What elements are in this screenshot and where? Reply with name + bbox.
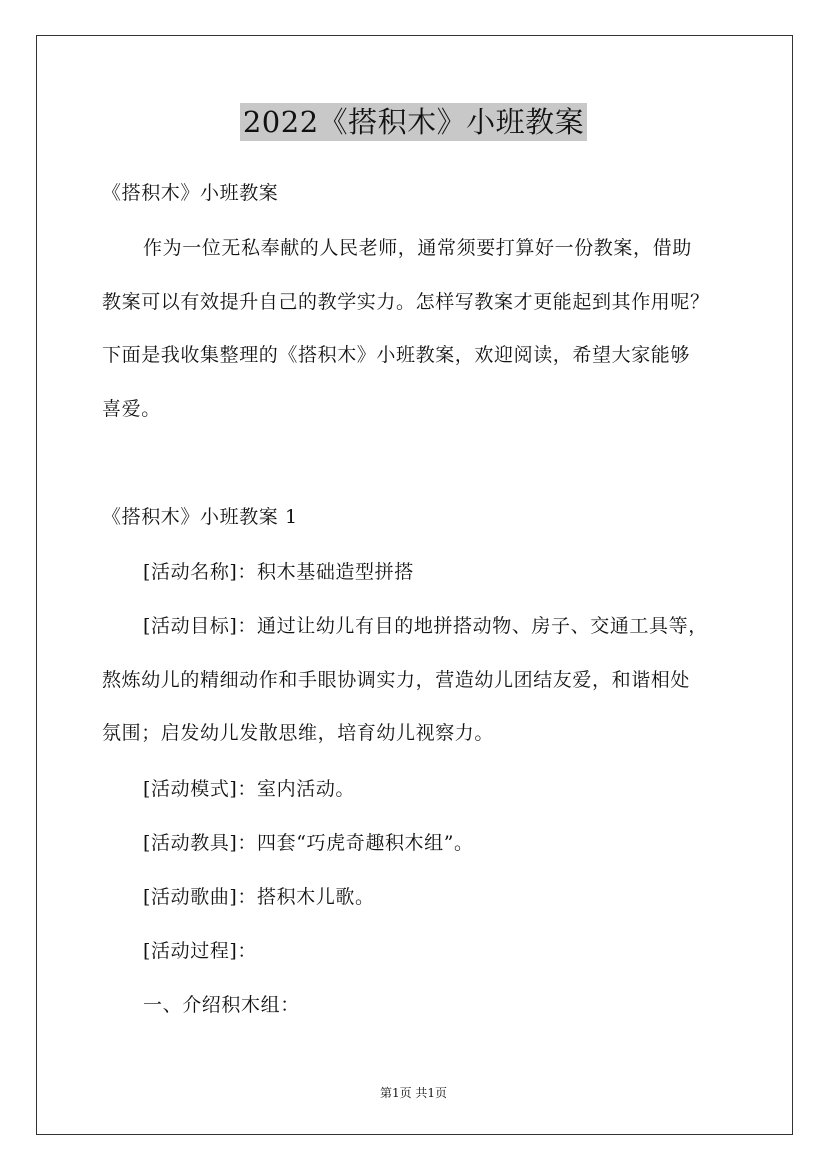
activity-process: [活动过程]： xyxy=(143,940,258,962)
title-container xyxy=(0,103,827,141)
activity-goal-line-2: 熬炼幼儿的精细动作和手眼协调实力，营造幼儿团结友爱，和谐相处 xyxy=(102,669,691,691)
document-title: 2022《搭积木》小班教案 xyxy=(240,103,587,141)
activity-goal-line-1: [活动目标]：通过让幼儿有目的地拼搭动物、房子、交通工具等， xyxy=(143,615,708,637)
activity-mode: [活动模式]：室内活动。 xyxy=(143,778,356,800)
intro-line-4: 喜爱。 xyxy=(102,398,161,420)
step-one: 一、介绍积木组： xyxy=(143,994,300,1016)
intro-line-2: 教案可以有效提升自己的教学实力。怎样写教案才更能起到其作用呢？ xyxy=(102,291,710,313)
intro-line-3: 下面是我收集整理的《搭积木》小班教案，欢迎阅读，希望大家能够 xyxy=(102,344,691,366)
activity-song: [活动歌曲]：搭积木儿歌。 xyxy=(143,886,375,908)
intro-line-1: 作为一位无私奉献的人民老师，通常须要打算好一份教案，借助 xyxy=(143,237,692,259)
section-title: 《搭积木》小班教案 1 xyxy=(102,506,298,528)
activity-tools: [活动教具]：四套“巧虎奇趣积木组”。 xyxy=(143,832,474,854)
page-number: 第1页 共1页 xyxy=(379,1086,448,1100)
document-subtitle: 《搭积木》小班教案 xyxy=(102,182,279,204)
activity-goal-line-3: 氛围；启发幼儿发散思维，培育幼儿视察力。 xyxy=(102,722,495,744)
activity-name: [活动名称]：积木基础造型拼搭 xyxy=(143,561,414,583)
